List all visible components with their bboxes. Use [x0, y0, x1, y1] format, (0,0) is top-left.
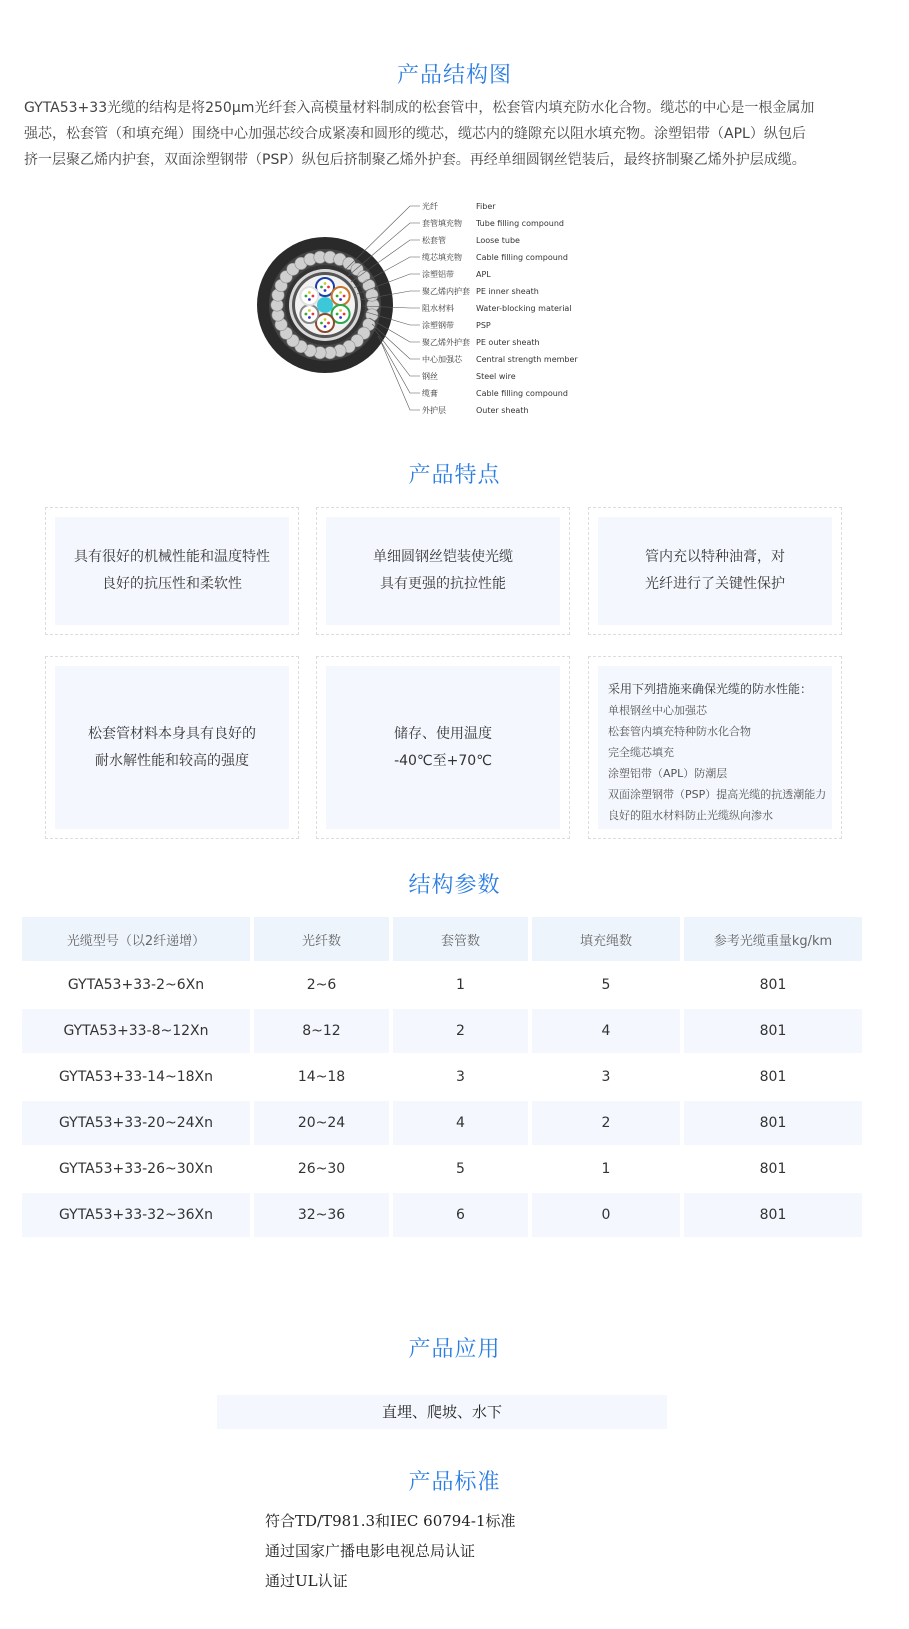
loose-tube [300, 305, 318, 323]
table-row [22, 1193, 862, 1237]
waterproof-list [598, 666, 832, 829]
cable-cross-section-diagram [255, 200, 595, 430]
feature-text: 具有很好的机械性能和温度特性 [74, 549, 270, 565]
table-header: 光纤数 [254, 917, 389, 961]
waterproof-item: 单根钢丝中心加强芯 [608, 704, 707, 717]
waterproof-item: 松套管内填充特种防水化合物 [608, 725, 751, 738]
table-cell: 20~24 [254, 1101, 389, 1145]
table-cell: 801 [684, 1055, 862, 1099]
params-section-title: 结构参数 [408, 873, 501, 898]
waterproof-item: 双面涂塑钢带（PSP）提高光缆的抗透潮能力 [608, 788, 827, 801]
diagram-label-cn: 涂塑钢带 [422, 321, 454, 330]
application-section-title: 产品应用 [408, 1337, 501, 1362]
fiber [343, 295, 346, 298]
standard-item: 符合TD/T981.3和IEC 60794-1标准 [265, 1512, 516, 1530]
table-cell: 801 [684, 1009, 862, 1053]
feature-card-body [326, 517, 560, 625]
table-cell: 2~6 [254, 963, 389, 1007]
table-cell: 801 [684, 963, 862, 1007]
diagram-label-cn: 缆膏 [422, 389, 438, 398]
diagram-label-en: Central strength member [476, 355, 578, 364]
fiber [327, 286, 330, 289]
table-cell: 801 [684, 1101, 862, 1145]
diagram-label-en: Fiber [476, 202, 496, 211]
table-cell: 801 [684, 1147, 862, 1191]
fiber [308, 291, 311, 294]
table-cell: 3 [393, 1055, 528, 1099]
application-text: 直埋、爬坡、水下 [217, 1395, 667, 1429]
feature-card [45, 507, 299, 635]
fiber [324, 325, 327, 328]
fiber [308, 316, 311, 319]
feature-card [316, 656, 570, 839]
feature-text: 良好的抗压性和柔软性 [102, 576, 242, 592]
standard-item: 通过国家广播电影电视总局认证 [265, 1542, 476, 1560]
fiber [312, 295, 315, 298]
diagram-label-cn: 光纤 [422, 202, 438, 211]
diagram-label-cn: 阻水材料 [422, 304, 454, 313]
table-cell: 801 [684, 1193, 862, 1237]
intro-line: 强芯，松套管（和填充绳）围绕中心加强芯绞合成紧凑和圆形的缆芯，缆芯内的缝隙充以阻水填充物。涂塑铝带（APL）纵包后 [24, 126, 806, 142]
diagram-label-en: PSP [476, 321, 491, 330]
table-cell: 4 [532, 1009, 680, 1053]
feature-text: -40℃至+70℃ [394, 752, 492, 769]
table-cell: 1 [532, 1147, 680, 1191]
fiber [324, 289, 327, 292]
table-cell: 14~18 [254, 1055, 389, 1099]
feature-text: 具有更强的抗拉性能 [380, 576, 506, 592]
feature-text: 松套管材料本身具有良好的 [88, 725, 256, 742]
feature-text: 单细圆钢丝铠装使光缆 [373, 549, 513, 565]
table-cell: 3 [532, 1055, 680, 1099]
feature-card-body [55, 666, 289, 829]
table-cell: 5 [393, 1147, 528, 1191]
table-header: 填充绳数 [532, 917, 680, 961]
diagram-label-en: APL [476, 270, 491, 279]
features-section-title: 产品特点 [408, 463, 501, 488]
diagram-label-cn: 套管填充物 [422, 219, 462, 228]
diagram-label-en: Tube filling compound [476, 219, 564, 228]
table-header: 光缆型号（以2纤递增） [22, 917, 250, 961]
feature-card-body [598, 517, 832, 625]
feature-card [588, 507, 842, 635]
diagram-label-cn: 缆芯填充物 [422, 253, 462, 262]
fiber [336, 313, 339, 316]
fiber [324, 282, 327, 285]
fiber [320, 286, 323, 289]
structure-section-title: 产品结构图 [396, 63, 512, 88]
diagram-label-cn: 涂塑铝带 [422, 270, 454, 279]
table-cell: 8~12 [254, 1009, 389, 1053]
params-table [18, 915, 866, 1239]
waterproof-heading: 采用下列措施来确保光缆的防水性能： [608, 682, 813, 696]
standard-item: 通过UL认证 [265, 1572, 348, 1590]
table-row [22, 1055, 862, 1099]
diagram-label-en: PE inner sheath [476, 287, 539, 296]
waterproof-item: 涂塑铝带（APL）防潮层 [608, 767, 728, 780]
table-cell: GYTA53+33-8~12Xn [22, 1009, 250, 1053]
steel-wire [366, 289, 378, 301]
table-cell: GYTA53+33-2~6Xn [22, 963, 250, 1007]
loose-tube [300, 287, 318, 305]
diagram-label-cn: 松套管 [422, 236, 446, 245]
table-cell: 26~30 [254, 1147, 389, 1191]
table-cell: 2 [393, 1009, 528, 1053]
feature-card-body [55, 517, 289, 625]
standards-section-title: 产品标准 [408, 1470, 501, 1495]
table-row [22, 1147, 862, 1191]
table-cell: GYTA53+33-20~24Xn [22, 1101, 250, 1145]
diagram-label-en: Water-blocking material [476, 304, 572, 313]
loose-tube [332, 287, 350, 305]
table-cell: 2 [532, 1101, 680, 1145]
waterproof-item: 完全缆芯填充 [608, 746, 674, 759]
fiber [308, 309, 311, 312]
diagram-label-en: Cable filling compound [476, 389, 568, 398]
feature-text: 储存、使用温度 [394, 725, 492, 742]
feature-card-body [326, 666, 560, 829]
table-row [22, 1101, 862, 1145]
structure-intro [24, 95, 884, 173]
feature-card [45, 656, 299, 839]
table-cell: 6 [393, 1193, 528, 1237]
table-row [22, 1009, 862, 1053]
diagram-label-en: Outer sheath [476, 406, 529, 415]
feature-text: 光纤进行了关键性保护 [645, 576, 785, 592]
table-header: 参考光缆重量kg/km [684, 917, 862, 961]
diagram-label-cn: 中心加强芯 [422, 355, 462, 364]
diagram-label-cn: 外护层 [422, 406, 446, 415]
diagram-label-en: Steel wire [476, 372, 516, 381]
fiber [324, 318, 327, 321]
table-cell: GYTA53+33-26~30Xn [22, 1147, 250, 1191]
diagram-label-cn: 钢丝 [422, 372, 438, 381]
feature-text: 管内充以特种油膏，对 [645, 549, 785, 565]
fiber [308, 298, 311, 301]
table-cell: GYTA53+33-32~36Xn [22, 1193, 250, 1237]
table-cell: 5 [532, 963, 680, 1007]
diagram-label-en: Cable filling compound [476, 253, 568, 262]
table-row [22, 963, 862, 1007]
diagram-label-cn: 聚乙烯外护套 [422, 338, 470, 347]
fiber [312, 313, 315, 316]
diagram-label-cn: 聚乙烯内护套 [422, 287, 470, 296]
fiber [336, 295, 339, 298]
table-header-row [22, 917, 862, 961]
waterproof-card [588, 656, 842, 839]
intro-line: GYTA53+33光缆的结构是将250μm光纤套入高模量材料制成的松套管中，松套管内填充防水化合物。缆芯的中心是一根金属加 [24, 100, 815, 116]
fiber [339, 309, 342, 312]
fiber [320, 322, 323, 325]
fiber [305, 313, 308, 316]
feature-card [316, 507, 570, 635]
fiber [339, 316, 342, 319]
table-cell: 32~36 [254, 1193, 389, 1237]
fiber [339, 298, 342, 301]
table-header: 套管数 [393, 917, 528, 961]
table-cell: 4 [393, 1101, 528, 1145]
intro-line: 挤一层聚乙烯内护套，双面涂塑钢带（PSP）纵包后挤制聚乙烯外护套。再经单细圆钢丝铠装后，最终挤制聚乙烯外护层成缆。 [24, 152, 806, 168]
table-cell: GYTA53+33-14~18Xn [22, 1055, 250, 1099]
fiber [305, 295, 308, 298]
table-cell: 0 [532, 1193, 680, 1237]
feature-text: 耐水解性能和较高的强度 [95, 752, 249, 769]
table-cell: 1 [393, 963, 528, 1007]
cable-cross-section-svg [255, 200, 595, 430]
fiber [343, 313, 346, 316]
diagram-label-en: PE outer sheath [476, 338, 540, 347]
waterproof-item: 良好的阻水材料防止光缆纵向渗水 [608, 809, 773, 822]
diagram-label-en: Loose tube [476, 236, 520, 245]
fiber [339, 291, 342, 294]
fiber [327, 322, 330, 325]
